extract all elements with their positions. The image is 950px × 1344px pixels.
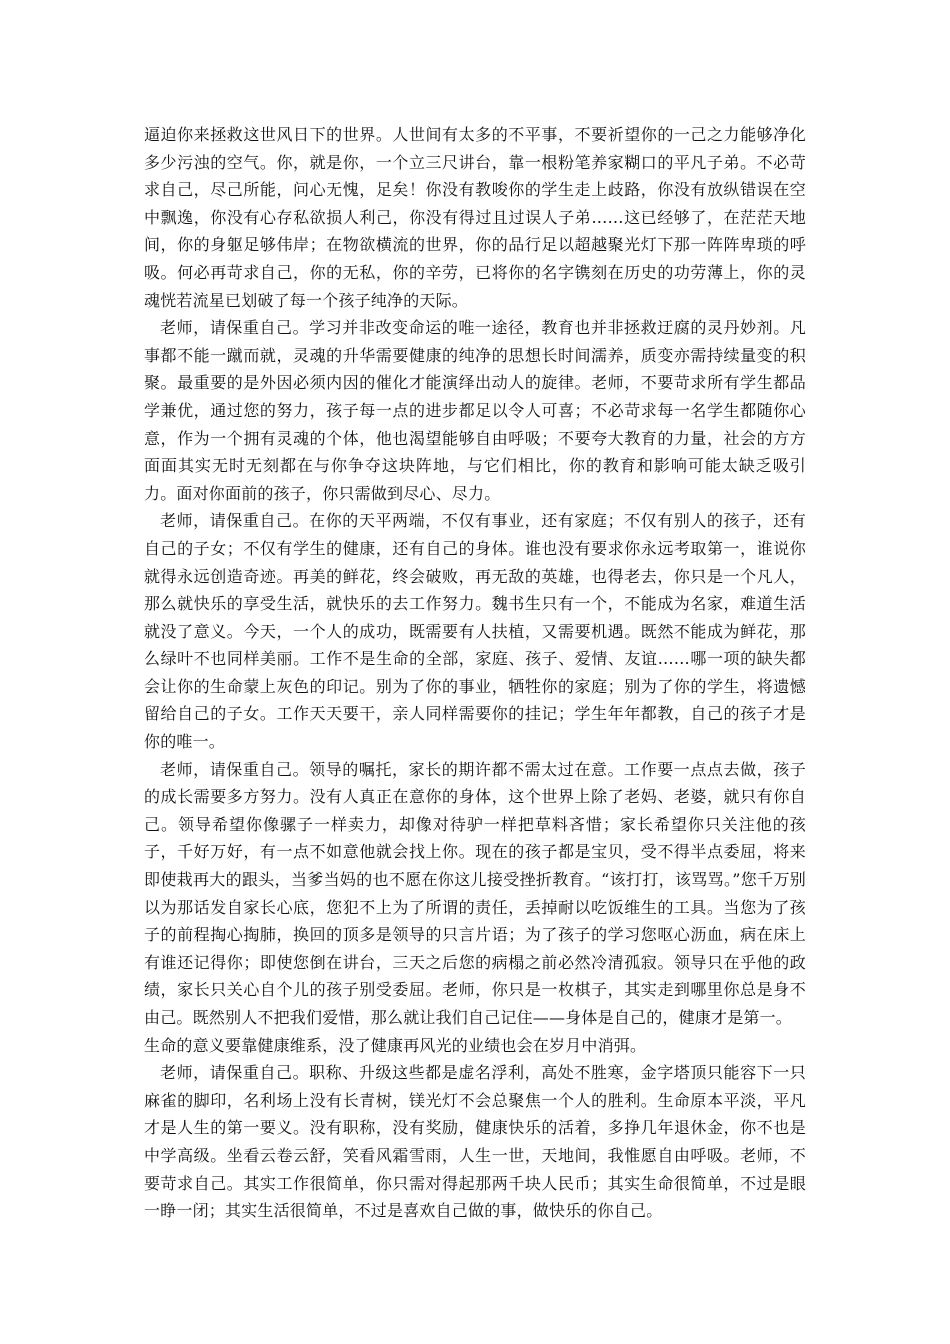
paragraph-5: 生命的意义要靠健康维系，没了健康再风光的业绩也会在岁月中消弭。 xyxy=(144,1035,647,1055)
document-body xyxy=(144,121,806,1225)
paragraph-1: 逼迫你来拯救这世风日下的世界。人世间有太多的不平事，不要祈望你的一己之力能够净化多少污浊的空气。你，就是你，一个立三尺讲台，靠一根粉笔养家糊口的平凡子弟。不必苛求自己，尽己所能，问心无愧，足矣！你没有教唆你的学生走上歧路，你没有放纵错误在空中飘逸，你没有心存私欲损人利己，你没有得过且过误人子弟……这已经够了，在茫茫天地间，你的身躯足够伟岸；在物欲横流的世界，你的品行足以超越聚光灯下那一阵阵卑琐的呼吸。何必再苛求自己，你的无私，你的辛劳，已将你的名字镌刻在历史的功劳薄上，你的灵魂恍若流星已划破了每一个孩子纯净的天际。 xyxy=(144,125,806,310)
paragraph-6: 老师，请保重自己。职称、升级这些都是虚名浮利，高处不胜寒，金字塔顶只能容下一只麻雀的脚印，名利场上没有长青树，镁光灯不会总聚焦一个人的胜利。生命原本平淡，平凡才是人生的第一要义。没有职称，没有奖励，健康快乐的活着，多挣几年退休金，你不也是中学高级。坐看云卷云舒，笑看风霜雪雨，人生一世，天地间，我惟愿自由呼吸。老师，不要苛求自己。其实工作很简单，你只需对得起那两千块人民币；其实生命很简单，不过是眼一睁一闭；其实生活很简单，不过是喜欢自己做的事，做快乐的你自己。 xyxy=(144,1063,806,1221)
paragraph-4: 老师，请保重自己。领导的嘱托，家长的期许都不需太过在意。工作要一点点去做，孩子的成长需要多方努力。没有人真正在意你的身体，这个世界上除了老妈、老婆，就只有你自己。领导希望你像骡子一样卖力，却像对待驴一样把草料吝惜；家长希望你只关注他的孩子，千好万好，有一点不如意他就会找上你。现在的孩子都是宝贝，受不得半点委屈，将来即使栽再大的跟头，当爹当妈的也不愿在你这儿接受挫折教育。“该打打，该骂骂。”您千万别以为那话发自家长心底，您犯不上为了所谓的责任，丢掉耐以吃饭维生的工具。当您为了孩子的前程掏心掏肺，换回的顶多是领导的只言片语；为了孩子的学习您呕心沥血，病在床上有谁还记得你；即使您倒在讲台，三天之后您的病榻之前必然冷清孤寂。领导只在乎他的政绩，家长只关心自个儿的孩子别受委屈。老师，你只是一枚棋子，其实走到哪里你总是身不由己。既然别人不把我们爱惜，那么就让我们自己记住——身体是自己的，健康才是第一。 xyxy=(144,759,806,1027)
paragraph-2: 老师，请保重自己。学习并非改变命运的唯一途径，教育也并非拯救迂腐的灵丹妙剂。凡事都不能一蹴而就，灵魂的升华需要健康的纯净的思想长时间濡养，质变亦需持续量变的积聚。最重要的是外因必须内因的催化才能演绎出动人的旋律。老师，不要苛求所有学生都品学兼优，通过您的努力，孩子每一点的进步都足以令人可喜；不必苛求每一名学生都随你心意，作为一个拥有灵魂的个体，他也渴望能够自由呼吸；不要夸大教育的力量，社会的方方面面其实无时无刻都在与你争夺这块阵地，与它们相比，你的教育和影响可能太缺乏吸引力。面对你面前的孩子，你只需做到尽心、尽力。 xyxy=(144,318,806,503)
paragraph-3: 老师，请保重自己。在你的天平两端，不仅有事业，还有家庭；不仅有别人的孩子，还有自己的子女；不仅有学生的健康，还有自己的身体。谁也没有要求你永远考取第一，谁说你就得永远创造奇迹。再美的鲜花，终会破败，再无敌的英雄，也得老去，你只是一个凡人，那么就快乐的享受生活，就快乐的去工作努力。魏书生只有一个，不能成为名家，难道生活就没了意义。今天，一个人的成功，既需要有人扶植，又需要机遇。既然不能成为鲜花，那么绿叶不也同样美丽。工作不是生命的全部，家庭、孩子、爱情、友谊……哪一项的缺失都会让你的生命蒙上灰色的印记。别为了你的事业，牺牲你的家庭；别为了你的学生，将遗憾留给自己的子女。工作天天要干，亲人同样需要你的挂记；学生年年都教，自己的孩子才是你的唯一。 xyxy=(144,511,806,752)
